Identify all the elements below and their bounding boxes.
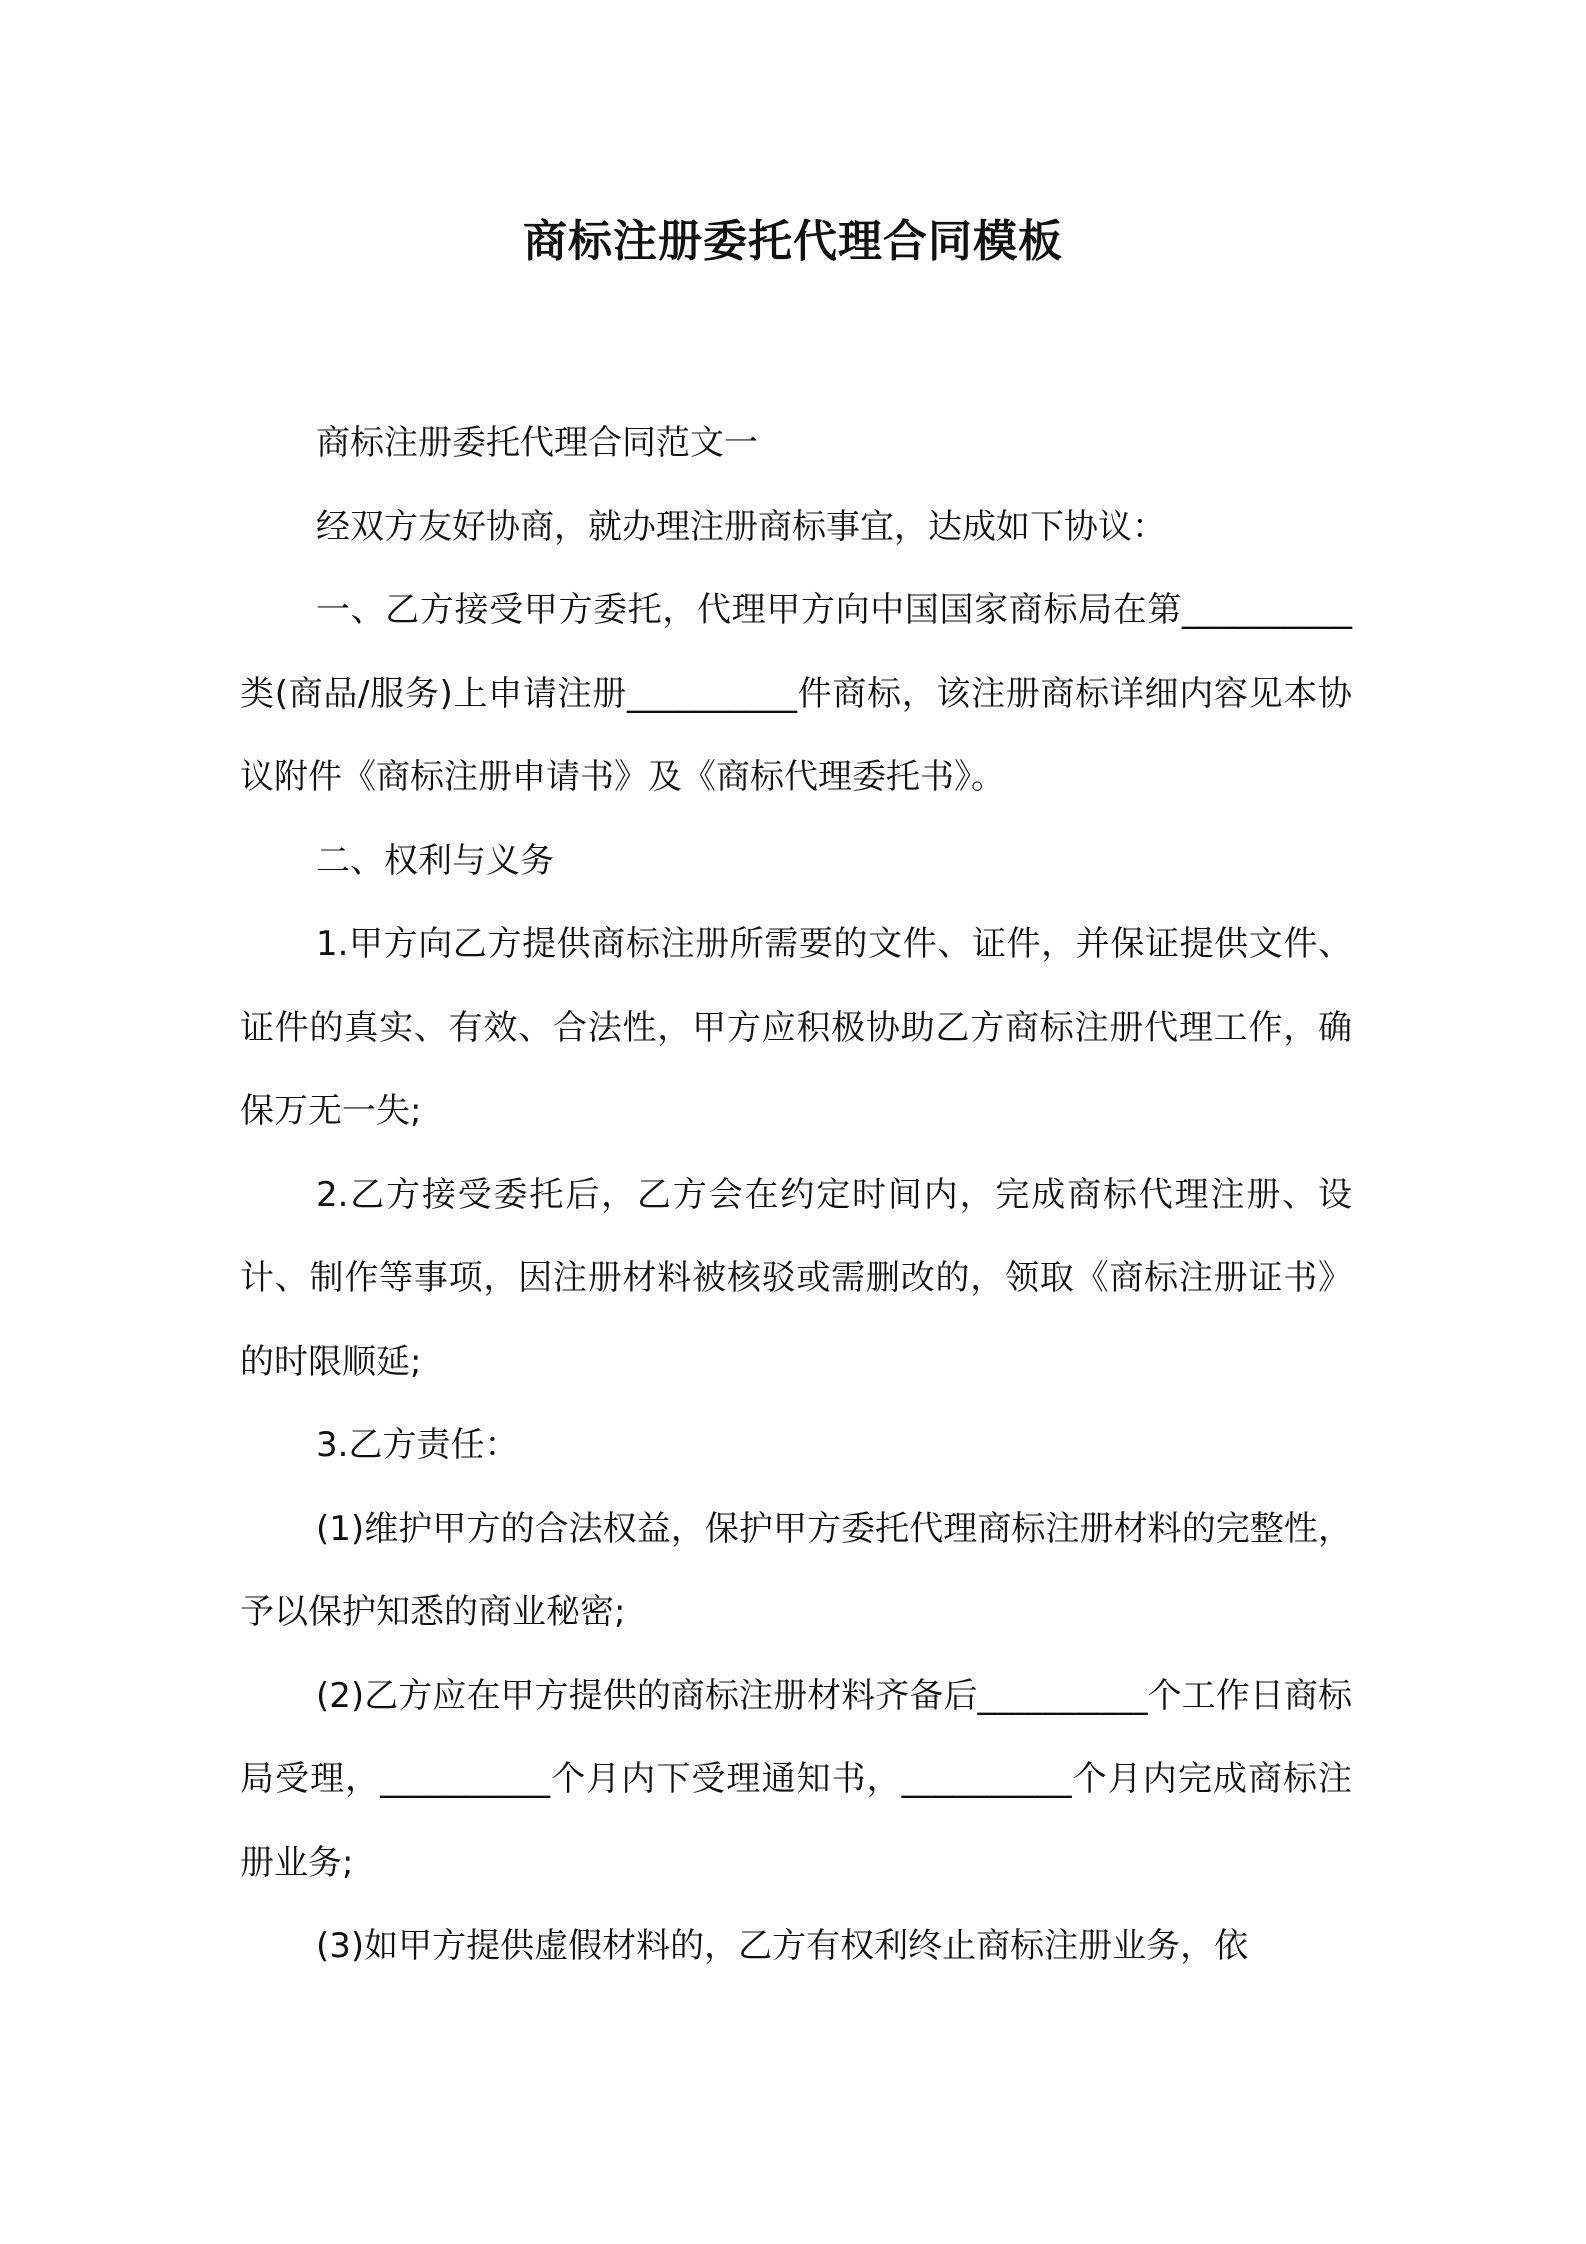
paragraph-subitem-1: (1)维护甲方的合法权益，保护甲方委托代理商标注册材料的完整性，予以保护知悉的商业秘密; [240, 1508, 1352, 1632]
paragraph-item-2: 2.乙方接受委托后，乙方会在约定时间内，完成商标代理注册、设计、制作等事项，因注册材料被核驳或需删改的，领取《商标注册证书》的时限顺延; [240, 1174, 1352, 1382]
paragraph-clause-1: 一、乙方接受甲方委托，代理甲方向中国国家商标局在第__________类(商品/服务)上申请注册__________件商标，该注册商标详细内容见本协议附件《商标注册申请书》及《商标代理委托书》。 [240, 590, 1352, 797]
paragraph-intro: 经双方友好协商，就办理注册商标事宜，达成如下协议： [316, 506, 1166, 547]
paragraph-subitem-2: (2)乙方应在甲方提供的商标注册材料齐备后__________个工作日商标局受理，__________个月内下受理通知书，__________个月内完成商标注册业务; [240, 1675, 1352, 1883]
document-body [240, 402, 1352, 1989]
paragraph-heading: 商标注册委托代理合同范文一 [316, 423, 758, 463]
paragraph-item-1: 1.甲方向乙方提供商标注册所需要的文件、证件，并保证提供文件、证件的真实、有效、合法性，甲方应积极协助乙方商标注册代理工作，确保万无一失; [240, 924, 1352, 1131]
document-title: 商标注册委托代理合同模板 [523, 216, 1063, 267]
paragraph-subitem-3: (3)如甲方提供虚假材料的，乙方有权利终止商标注册业务，依 [316, 1926, 1249, 1966]
paragraph-item-3: 3.乙方责任： [316, 1425, 519, 1465]
paragraph-section-2-heading: 二、权利与义务 [316, 840, 554, 881]
